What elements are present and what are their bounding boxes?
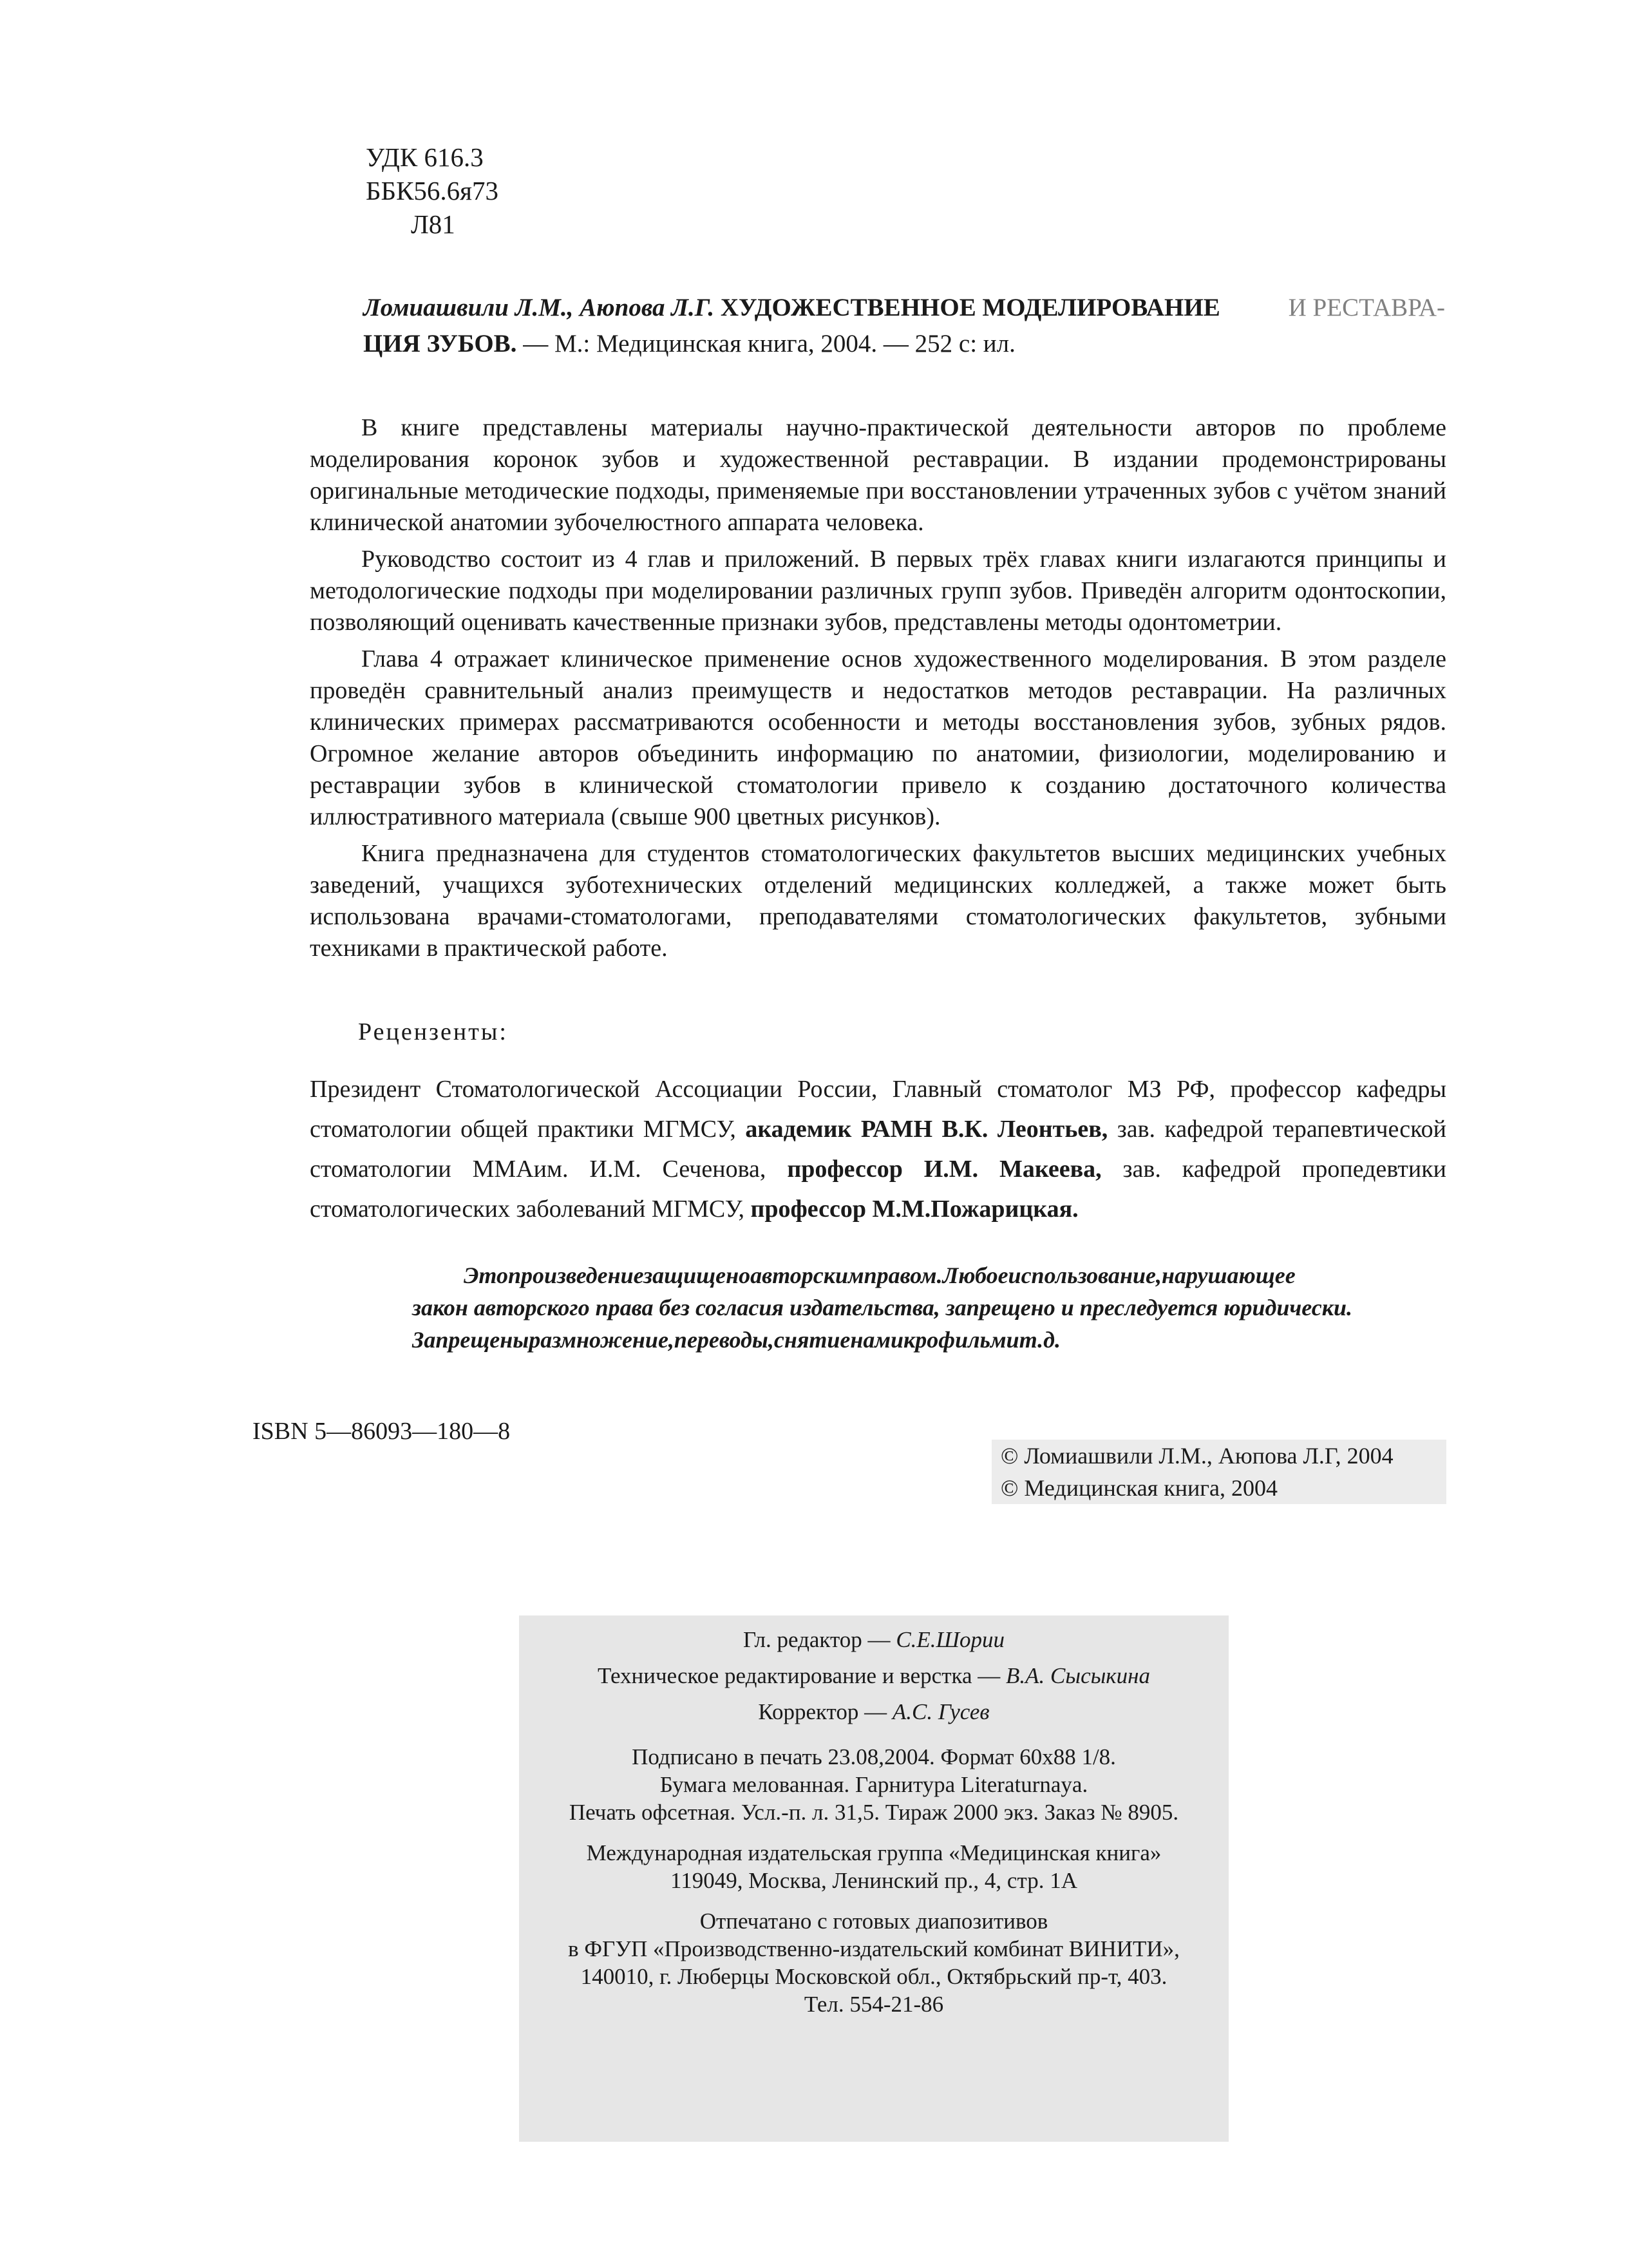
corrector: А.С. Гусев (892, 1699, 990, 1724)
reviewer-name: профессор И.М. Макеева, (787, 1156, 1102, 1183)
imprint-box (519, 1615, 1229, 2142)
copyright-line: закон авторского права без согласия издательства, запрещено и преследуется юридически. (412, 1295, 1353, 1320)
reviewer-name: профессор М.М.Пожарицкая. (750, 1196, 1079, 1223)
copyright-box (992, 1440, 1446, 1504)
copyright-publisher: © Медицинская книга, 2004 (1001, 1475, 1278, 1501)
printer-block: Отпечатано с готовых диапозитивов в ФГУП «Производственно-издательский комбинат ВИНИТИ», 140010, г. Люберцы Московской обл., Октябрьский пр-т, 403. Тел. 554-21-86 (568, 1909, 1180, 2017)
annotation (310, 412, 1446, 969)
technical-editor: В.А. Сысыкина (1006, 1663, 1151, 1688)
annotation-paragraph: Книга предназначена для студентов стоматологических факультетов высших медицинских учебных заведений, учащихся зуботехнических отделений медицинских колледжей, а также может быть использована врачами-стоматологами, преподавателями стоматологических факультетов, зубными техниками в практической работе. (310, 840, 1446, 962)
copyright-line: Этопроизведениезащищеноавторскимправом.Любоеиспользование,нарушающее (464, 1263, 1296, 1288)
copyright-authors: © Ломиашвили Л.М., Аюпова Л.Г, 2004 (1001, 1443, 1394, 1469)
udk-code: УДК 616.3 (366, 142, 484, 172)
author-mark: Л81 (411, 209, 455, 239)
annotation-paragraph: Руководство состоит из 4 глав и приложений. В первых трёх главах книги излагаются принципы и методологические подходы при моделировании различных групп зубов. Приведён алгоритм одонтоскопии, позволяющий оценивать качественные признаки зубов, представлены методы одонтометрии. (310, 546, 1446, 636)
citation-title-end: ЦИЯ ЗУБОВ. (363, 330, 517, 357)
citation-authors: Ломиашвили Л.М., Аюпова Л.Г. (363, 294, 715, 321)
reviewers-heading: Рецензенты: (358, 1018, 508, 1045)
bibliographic-citation (363, 290, 1445, 362)
chief-editor: С.Е.Шории (896, 1627, 1005, 1652)
reviewers-text: Президент Стоматологической Ассоциации России, Главный стоматолог МЗ РФ, профессор кафедры стоматологии общей практики МГМСУ, академик РАМН В.К. Леонтьев, зав. кафедрой терапевтической стоматологии ММАим. И.М. Сеченова, профессор И.М. Макеева, зав. кафедрой пропедевтики стоматологических заболеваний МГМСУ, профессор М.М.Пожарицкая. (310, 1076, 1447, 1223)
citation-title-continued: И РЕСТАВРА- (1288, 294, 1445, 321)
isbn: ISBN 5—86093—180—8 (252, 1418, 511, 1445)
reviewer-name: академик РАМН В.К. Леонтьев, (745, 1116, 1108, 1143)
bbk-code: ББК56.6я73 (366, 176, 499, 205)
annotation-paragraph: В книге представлены материалы научно-практической деятельности авторов по проблеме моделирования коронок зубов и художественной реставрации. В издании продемонстрированы оригинальные методические подходы, применяемые при восстановлении утраченных зубов с учётом знаний клинической анатомии зубочелюстного аппарата человека. (310, 414, 1446, 536)
copyright-line: Запрещеныразмножение,переводы,снятиенамикрофильмит.д. (412, 1327, 1061, 1353)
annotation-paragraph: Глава 4 отражает клиническое применение основ художественного моделирования. В этом разделе проведён сравнительный анализ преимуществ и недостатков методов реставрации. На различных клинических примерах рассматриваются особенности и методы восстановления зубов, зубных рядов. Огромное желание авторов объединить информацию по анатомии, физиологии, моделированию и реставрации зубов в клинической стоматологии привело к созданию достаточного количества иллюстративного материала (свыше 900 цветных рисунков). (310, 645, 1446, 830)
classification-codes (366, 140, 498, 241)
print-info-block: Подписано в печать 23.08,2004. Формат 60x88 1/8. Бумага мелованная. Гарнитура Literaturnaya. Печать офсетная. Усл.-п. л. 31,5. Тираж 2000 экз. Заказ № 8905. (569, 1744, 1179, 1825)
publisher-block: Международная издательская группа «Медицинская книга» 119049, Москва, Ленинский пр., 4, стр. 1А (586, 1840, 1162, 1893)
editors-block: Гл. редактор — С.Е.Шории Техническое редактирование и верстка — В.А. Сысыкина Корректор — А.С. Гусев (597, 1627, 1151, 1724)
copyright-notice (412, 1259, 1417, 1356)
citation-title: ХУДОЖЕСТВЕННОЕ МОДЕЛИРОВАНИЕ (720, 294, 1220, 321)
citation-publication: — М.: Медицинская книга, 2004. — 252 с: ил. (516, 330, 1016, 357)
